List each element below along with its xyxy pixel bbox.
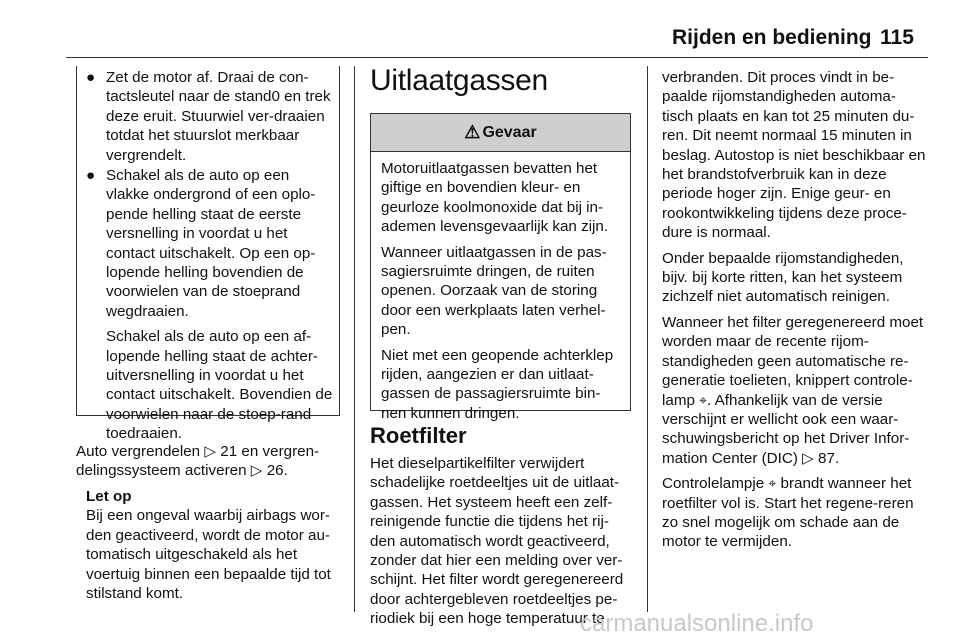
subsection-heading: Roetfilter — [370, 423, 467, 448]
list-item — [86, 68, 336, 165]
column-divider — [354, 66, 355, 612]
warning-paragraph: Wanneer uitlaatgassen in de pas-sagiersruimte dringen, de ruiten openen. Oorzaak van de storing door een werkplaats laten verhel-pen. — [381, 243, 607, 339]
bullet-icon: ● — [86, 167, 96, 184]
list-item-text: Schakel als de auto op een vlakke ondergrond of een oplo-pende helling staat de eerste versnelling in voordat u het contact uitschakelt. Op een op-lopende helling bovendien de voorwielen van de stoeprand wegdraaien. — [106, 167, 316, 320]
list-item — [86, 166, 336, 444]
column-3-text — [662, 68, 926, 552]
warning-header — [371, 114, 630, 152]
column-divider — [647, 66, 648, 612]
list-item-continuation: Schakel als de auto op een af-lopende helling staat de achter-uitversnelling in voordat u het contact uitschakelt. Bovendien de voorwielen naar de stoep-rand toedraaien. — [106, 328, 333, 443]
body-paragraph: Onder bepaalde rijomstandigheden, bijv. bij korte ritten, kan het systeem zichzelf niet automatisch reinigen. — [662, 249, 904, 306]
body-paragraph: Het dieselpartikelfilter verwijdert schadelijke roetdeeltjes uit de uitlaat-gassen. Het systeem heeft een zelf-reinigende functie die tijdens het rij-den automatisch wordt geactiveerd, zonder dat hier een melding over ver-schijnt. Het filter wordt geregenereerd door achtergebleven roetdeeltjes pe-riodiek bij een hoge temperatuur te — [370, 455, 624, 628]
note-title: Let op — [86, 488, 132, 505]
watermark: carmanualsonline.info — [580, 610, 814, 637]
warning-triangle-icon: ⚠ — [464, 122, 481, 142]
warning-body — [371, 152, 630, 423]
body-paragraph: Wanneer het filter geregenereerd moet worden maar de recente rijom-standigheden geen automatische re-generatie toelieten, knippert controle-lamp ⌖. Afhankelijk van de versie verschijnt er wellicht ook een waar-schuwingsbericht op het Driver Infor-mation Center (DIC) ▷ 87. — [662, 313, 924, 467]
filter-warning-lamp-icon: ⌖ — [699, 391, 708, 408]
warning-paragraph: Niet met een geopende achterklep rijden, aangezien er dan uitlaat-gassen de passagiersruimte bin-nen kunnen dringen. — [381, 346, 614, 422]
page-ref-link[interactable]: 87. — [818, 449, 840, 467]
body-paragraph: Auto vergrendelen ▷ 21 en vergren-delingssysteem activeren ▷ 26. — [76, 443, 320, 480]
body-paragraph: verbranden. Dit proces vindt in be-paalde rijomstandigheden automa-tisch plaats en kan tot 25 minuten du-ren. Dit neemt normaal 15 minuten in beslag. Autostop is niet beschikbaar en het brandstofverbruik kan in deze periode hoger zijn. Enige geur- en rookontwikkeling tijdens deze proce-dure is normaal. — [662, 69, 926, 242]
page-ref-link[interactable]: 26. — [266, 462, 288, 480]
page-ref-link[interactable]: 21 — [220, 443, 238, 460]
page-number: 115 — [880, 26, 914, 49]
list-item-text: Zet de motor af. Draai de con-tactsleutel naar de stand0 en trek deze eruit. Stuurwiel ver-draaien totdat het stuurslot merkbaar vergrendelt. — [106, 69, 331, 164]
filter-warning-lamp-icon: ⌖ — [768, 475, 777, 492]
bullet-icon: ● — [86, 69, 96, 86]
page-ref-icon: ▷ — [250, 462, 263, 480]
page-ref-icon: ▷ — [204, 443, 217, 460]
header-divider — [66, 57, 928, 58]
note-block — [86, 487, 342, 603]
warning-paragraph: Motoruitlaatgassen bevatten het giftige en bovendien kleur- en geurloze koolmonoxide dat bij in-ademen levensgevaarlijk kan zijn. — [381, 160, 609, 236]
page-ref-icon: ▷ — [802, 449, 814, 467]
body-paragraph: Controlelampje ⌖ brandt wanneer het roetfilter vol is. Start het regene-reren zo snel mogelijk om schade aan de motor te vermijden. — [662, 475, 914, 551]
section-heading: Uitlaatgassen — [370, 64, 548, 97]
warning-box — [370, 113, 631, 422]
warning-title: Gevaar — [482, 123, 537, 141]
running-header: Rijden en bediening — [672, 26, 872, 49]
note-text: Bij een ongeval waarbij airbags wor-den geactiveerd, wordt de motor au-tomatisch uitgeschakeld als het voertuig binnen een bepaalde tijd tot stilstand komt. — [86, 507, 331, 603]
